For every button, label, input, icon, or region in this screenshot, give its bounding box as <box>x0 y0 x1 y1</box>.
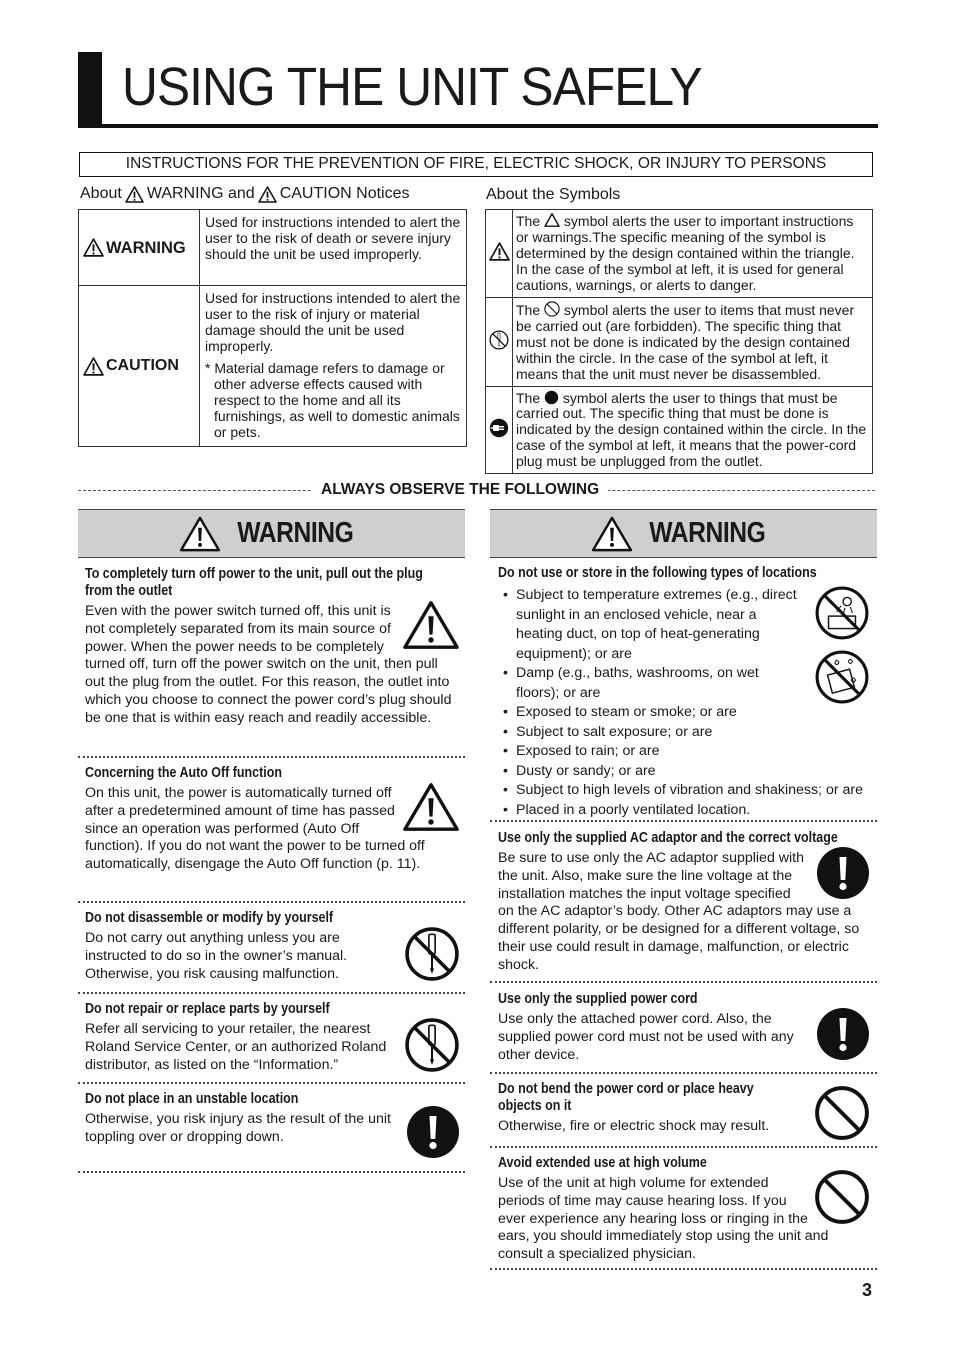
title-block-accent <box>78 52 102 128</box>
item-title: Concerning the Auto Off function <box>85 765 282 781</box>
item-divider <box>490 1146 877 1148</box>
disassemble-prohibited-icon <box>404 1017 460 1073</box>
instructions-banner: INSTRUCTIONS FOR THE PREVENTION OF FIRE, ELECTRIC SHOCK, OR INJURY TO PERSONS <box>79 152 873 177</box>
item-text: Refer all servicing to your retailer, the nearest Roland Service Center, or an authorized Roland distributor, as listed on the “Information.” <box>85 1021 460 1074</box>
title-bar <box>78 52 878 128</box>
notices-heading-prefix: About <box>80 185 122 202</box>
item-text: Use of the unit at high volume for extended periods of time may cause hearing loss. If you ever experience any hearing loss or ringing in the ears, you should immediately stop using the unit and consult a specialized physician. <box>498 1175 873 1264</box>
mandatory-icon <box>406 1105 460 1159</box>
notices-heading <box>80 185 409 203</box>
mandatory-desc-pre: The <box>516 389 541 406</box>
item-title: Do not use or store in the following types of locations <box>498 565 817 581</box>
list-item: • Subject to salt exposure; or are <box>498 723 818 743</box>
item-locations <box>498 565 873 820</box>
symbols-heading: About the Symbols <box>486 186 621 203</box>
warning-triangle-icon <box>83 238 104 257</box>
list-item: • Dusty or sandy; or are <box>498 762 818 782</box>
item-divider <box>490 820 877 822</box>
forbidden-desc-cell <box>513 298 873 387</box>
item-divider <box>490 981 877 983</box>
item-text: Otherwise, you risk injury as the result of the unit toppling over or dropping down. <box>85 1111 460 1147</box>
caution-label-cell <box>79 286 200 447</box>
mandatory-icon <box>816 1007 870 1061</box>
warning-triangle-icon <box>179 515 221 553</box>
notices-heading-caution: CAUTION Notices <box>279 185 410 202</box>
page-number: 3 <box>862 1280 873 1300</box>
item-divider <box>78 901 465 903</box>
no-heat-icon <box>814 585 870 641</box>
item-title: Avoid extended use at high volume <box>498 1155 707 1171</box>
caution-label: CAUTION <box>106 357 179 374</box>
item-divider <box>78 1171 465 1173</box>
warning-triangle-icon <box>402 599 460 651</box>
prohibited-icon <box>814 1169 870 1225</box>
item-ac-adaptor <box>498 830 873 975</box>
list-item: • Damp (e.g., baths, washrooms, on wet floors); or are <box>498 664 798 703</box>
warning-triangle-icon <box>125 186 144 203</box>
locations-list <box>498 586 864 820</box>
symbol-cell-forbidden <box>486 298 513 387</box>
mandatory-desc-cell <box>513 386 873 474</box>
list-item: • Subject to high levels of vibration and shakiness; or are <box>498 781 878 801</box>
item-divider <box>490 1072 877 1074</box>
always-observe-heading: ALWAYS OBSERVE THE FOLLOWING <box>312 481 608 499</box>
item-no-bend-cord <box>498 1081 873 1136</box>
item-unstable-location <box>85 1091 460 1159</box>
warning-label: WARNING <box>106 238 186 257</box>
warning-header-left <box>78 509 465 558</box>
item-title: Do not disassemble or modify by yourself <box>85 910 334 926</box>
item-text: Even with the power switch turned off, this unit is not completely separated from its main source of power. When the power needs to be completely turned off, turn off the power switch on the unit, then pull out the plug from the outlet. For this reason, the outlet into which you choose to connect the power cord’s plug should be one that is within easy reach and readily accessible. <box>85 603 460 728</box>
mandatory-icon <box>816 846 870 900</box>
item-text: Use only the attached power cord. Also, the supplied power cord must not be used with any other device. <box>498 1011 873 1064</box>
item-high-volume <box>498 1155 873 1264</box>
item-title: Do not bend the power cord or place heavy <box>498 1081 754 1097</box>
prohibited-icon <box>814 1085 870 1141</box>
item-title: Use only the supplied AC adaptor and the correct voltage <box>498 830 838 846</box>
warning-triangle-icon <box>258 186 277 203</box>
unplug-icon <box>489 418 509 438</box>
notices-table <box>78 209 467 447</box>
item-text: On this unit, the power is automatically turned off after a predetermined amount of time has passed since an operation was performed (Auto Off function). If you do not want the power to be turned off automatically, disengage the Auto Off function (p. 11). <box>85 785 460 874</box>
no-water-icon <box>814 649 870 705</box>
forbidden-desc-pre: The <box>516 302 541 318</box>
list-item: • Exposed to rain; or are <box>498 742 818 762</box>
symbol-cell-triangle <box>486 210 513 298</box>
item-divider <box>78 756 465 758</box>
triangle-desc-pre: The <box>516 213 541 229</box>
list-item: • Placed in a poorly ventilated location. <box>498 801 818 821</box>
item-divider <box>78 992 465 994</box>
warning-label-cell <box>79 210 200 286</box>
caution-desc-cell <box>200 286 467 447</box>
warning-desc-cell <box>200 210 467 286</box>
warning-triangle-icon <box>83 357 104 376</box>
item-title: Do not place in an unstable location <box>85 1091 299 1107</box>
triangle-description: symbol alerts the user to important instructions or warnings.The specific meaning of the symbol is determined by the design contained within the triangle. In the case of the symbol at left, it is used for general cautions, warnings, or alerts to danger. <box>516 213 855 293</box>
warning-header-label: WARNING <box>237 517 354 549</box>
caution-description: Used for instructions intended to alert the user to the risk of injury or material damage should the unit be used improperly. <box>205 290 461 354</box>
warning-triangle-icon <box>402 781 460 833</box>
page-title: USING THE UNIT SAFELY <box>122 57 702 117</box>
warning-description: Used for instructions intended to alert the user to the risk of death or severe injury should the unit be used improperly. <box>205 214 461 262</box>
caution-note: * Material damage refers to damage or other adverse effects caused with respect to the home and all its furnishings, as well to domestic animals or pets. <box>205 360 460 440</box>
prohibited-icon <box>544 301 560 317</box>
mandatory-dot-icon <box>544 390 559 405</box>
warning-triangle-icon <box>489 242 510 261</box>
item-title-line2: from the outlet <box>85 583 173 599</box>
item-no-disassemble <box>85 910 460 983</box>
item-title-line2: objects on it <box>498 1098 572 1114</box>
item-power-cord <box>498 991 873 1064</box>
item-title: To completely turn off power to the unit, pull out the plug <box>85 566 423 582</box>
item-title: Use only the supplied power cord <box>498 991 698 1007</box>
warning-triangle-icon <box>591 515 633 553</box>
notices-heading-warning: WARNING and <box>146 185 255 202</box>
item-no-repair <box>85 1001 460 1074</box>
symbol-cell-mandatory <box>486 386 513 474</box>
triangle-outline-icon <box>544 213 560 227</box>
item-title: Do not repair or replace parts by yourself <box>85 1001 330 1017</box>
list-item: • Subject to temperature extremes (e.g., direct sunlight in an enclosed vehicle, near a heating duct, on top of heat-generating equipment); or are <box>498 586 798 664</box>
item-text: Do not carry out anything unless you are instructed to do so in the owner’s manual. Otherwise, you risk causing malfunction. <box>85 930 460 983</box>
warning-header-right <box>490 509 877 558</box>
item-divider <box>490 1268 877 1270</box>
mandatory-description: symbol alerts the user to things that must be carried out. The specific thing that must be done is indicated by the design contained within the circle. In the case of the symbol at left, it means that the power-cord plug must be unplugged from the outlet. <box>516 389 867 470</box>
symbols-table <box>485 209 873 474</box>
list-item: • Exposed to steam or smoke; or are <box>498 703 818 723</box>
disassemble-prohibited-icon <box>489 330 509 350</box>
triangle-desc-cell <box>513 210 873 298</box>
item-divider <box>78 1082 465 1084</box>
warning-header-label: WARNING <box>649 517 766 549</box>
item-auto-off <box>85 765 460 874</box>
item-text: Be sure to use only the AC adaptor supplied with the unit. Also, make sure the line voltage at the installation matches the input voltage specified on the AC adaptor’s body. Other AC adaptors may use a different polarity, or be designed for a different voltage, so their use could result in damage, malfunction, or electric shock. <box>498 850 873 975</box>
forbidden-description: symbol alerts the user to items that must never be carried out (are forbidden). The specific thing that must not be done is indicated by the design contained within the circle. In the case of the symbol at left, it means that the unit must never be disassembled. <box>516 302 855 382</box>
disassemble-prohibited-icon <box>404 926 460 982</box>
item-text: Otherwise, fire or electric shock may result. <box>498 1118 770 1134</box>
item-pull-plug <box>85 566 460 728</box>
